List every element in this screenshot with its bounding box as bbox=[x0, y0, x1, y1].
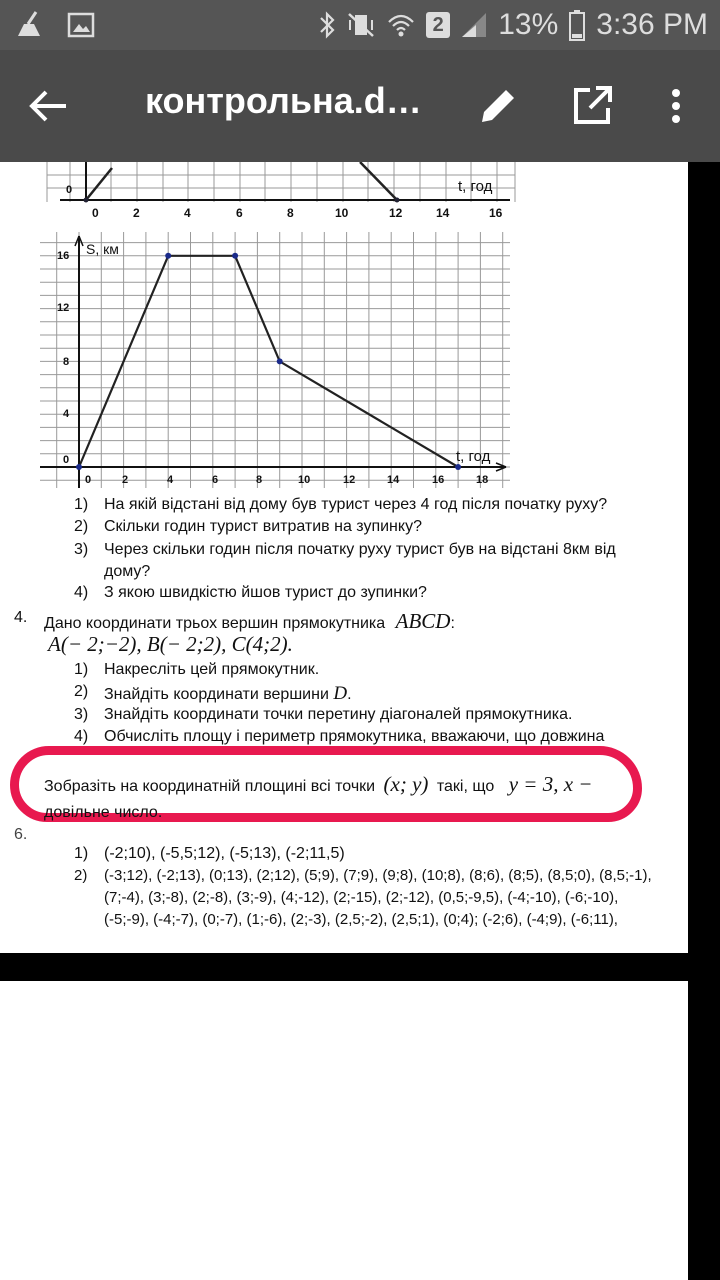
tick-label: 8 bbox=[256, 474, 263, 486]
list-item bbox=[74, 518, 422, 536]
tick-label: 0 bbox=[92, 206, 99, 220]
list-item bbox=[74, 867, 652, 884]
highlight-such: такі, що bbox=[436, 778, 495, 795]
tick-label: 18 bbox=[476, 474, 489, 486]
task4-intro-text: Дано координати трьох вершин прямокутника bbox=[44, 615, 386, 632]
tick-label: 0 bbox=[85, 474, 92, 486]
item-number: 1) bbox=[74, 661, 89, 678]
tick-label: 14 bbox=[436, 206, 450, 220]
tick-label: 4 bbox=[184, 206, 191, 220]
wifi-icon bbox=[386, 10, 416, 40]
list-item-continuation: (-5;-9), (-4;-7), (0;-7), (1;-6), (2;-3), (2,5;-2), (2,5;1), (0;4); (-2;6), (-4;9), (-6;11), bbox=[104, 911, 618, 928]
data-point bbox=[76, 464, 82, 470]
gallery-icon bbox=[66, 10, 96, 40]
tick-label: 16 bbox=[489, 206, 503, 220]
list-item-continuation: (7;-4), (3;-8), (2;-8), (3;-9), (4;-12), (2;-15), (2;-12), (0,5;-9,5), (-4;-10), (-6;-10), bbox=[104, 889, 619, 906]
tick-label: 16 bbox=[432, 474, 445, 486]
data-point bbox=[165, 253, 171, 259]
item-text bbox=[104, 683, 352, 705]
task4-intro bbox=[44, 609, 455, 634]
item-number: 2) bbox=[74, 683, 89, 700]
top-graph bbox=[0, 162, 688, 232]
tick-label: 6 bbox=[236, 206, 243, 220]
list-item bbox=[74, 728, 605, 746]
list-item bbox=[74, 683, 352, 704]
tick-label: 0 bbox=[63, 454, 70, 466]
tick-label: 4 bbox=[63, 408, 70, 420]
open-in-new-icon[interactable] bbox=[570, 84, 614, 128]
clock: 3:36 PM bbox=[596, 8, 708, 41]
tick-label: 4 bbox=[167, 474, 174, 486]
tick-label: 12 bbox=[57, 302, 70, 314]
item-number: 2) bbox=[74, 518, 89, 535]
tick-label: 2 bbox=[122, 474, 129, 486]
item-number: 1) bbox=[74, 845, 89, 862]
item-number: 2) bbox=[74, 867, 88, 884]
task4-colon: : bbox=[450, 615, 455, 632]
highlight-xy: (x; y) bbox=[383, 772, 429, 796]
item-number: 4) bbox=[74, 728, 89, 745]
tick-label: 16 bbox=[57, 250, 70, 262]
task4-shape: ABCD bbox=[395, 609, 451, 633]
main-graph-y-label: S, км bbox=[86, 241, 119, 257]
status-bar bbox=[0, 0, 720, 50]
cleaner-icon bbox=[14, 10, 44, 40]
tick-label: 10 bbox=[335, 206, 349, 220]
tick-label: 12 bbox=[343, 474, 356, 486]
document-page bbox=[0, 162, 688, 953]
list-item bbox=[74, 845, 345, 863]
vertex-d: D bbox=[333, 683, 348, 704]
list-item bbox=[74, 661, 320, 679]
distance-time-graph bbox=[0, 230, 688, 500]
edit-pencil-icon[interactable] bbox=[476, 84, 520, 128]
signal-icon bbox=[460, 11, 488, 39]
data-point bbox=[232, 253, 238, 259]
item-number: 3) bbox=[74, 541, 89, 558]
list-item bbox=[74, 496, 608, 514]
top-graph-y-zero: 0 bbox=[66, 184, 73, 196]
vibrate-mute-icon bbox=[346, 10, 376, 40]
item-text-dot: . bbox=[347, 686, 352, 703]
highlight-condition: y = 3, x − bbox=[508, 772, 593, 796]
item-text: З якою швидкістю йшов турист до зупинки? bbox=[104, 584, 427, 601]
item-text: Накресліть цей прямокутник. bbox=[104, 661, 320, 678]
task4-number: 4. bbox=[14, 609, 28, 626]
item-text: На якій відстані від дому був турист через 4 год після початку руху? bbox=[104, 496, 608, 513]
item-text: (-3;12), (-2;13), (0;13), (2;12), (5;9), (7;9), (9;8), (10;8), (8;6), (8;5), (8,5;0), (8,5;-1), bbox=[104, 867, 652, 884]
item-text: Обчисліть площу і периметр прямокутника, вважаючи, що довжина bbox=[104, 728, 605, 745]
highlight-line2: довільне число. bbox=[44, 804, 163, 821]
list-item-continuation: дому? bbox=[104, 563, 151, 580]
bluetooth-icon bbox=[318, 10, 336, 40]
item-number: 3) bbox=[74, 706, 89, 723]
top-graph-x-label: t, год bbox=[458, 178, 493, 195]
task6-number: 6. bbox=[14, 826, 28, 843]
battery-percent: 13% bbox=[498, 8, 559, 41]
battery-icon bbox=[568, 9, 586, 41]
tick-label: 14 bbox=[387, 474, 400, 486]
tick-label: 2 bbox=[133, 206, 140, 220]
task4-coords: A(− 2;−2), B(− 2;2), C(4;2). bbox=[48, 632, 293, 656]
document-title: контрольна.d… bbox=[145, 80, 422, 121]
next-document-page bbox=[0, 981, 688, 1280]
tick-label: 8 bbox=[287, 206, 294, 220]
item-number: 1) bbox=[74, 496, 89, 513]
tick-label: 10 bbox=[298, 474, 311, 486]
item-text: Скільки годин турист витратив на зупинку? bbox=[104, 518, 422, 535]
item-number: 4) bbox=[74, 584, 89, 601]
highlight-text: Зобразіть на координатній площині всі точки bbox=[44, 778, 376, 795]
tick-label: 8 bbox=[63, 356, 70, 368]
tick-label: 6 bbox=[212, 474, 219, 486]
data-point bbox=[277, 358, 283, 364]
item-text: Знайдіть координати точки перетину діагоналей прямокутника. bbox=[104, 706, 573, 723]
app-bar bbox=[0, 50, 720, 162]
highlight-line1 bbox=[44, 772, 592, 797]
sim-badge: 2 bbox=[426, 12, 450, 38]
list-item bbox=[74, 706, 573, 724]
list-item bbox=[74, 584, 427, 602]
item-text: (-2;10), (-5,5;12), (-5;13), (-2;11,5) bbox=[104, 845, 345, 862]
tick-label: 12 bbox=[389, 206, 403, 220]
main-graph-x-label: t, год bbox=[456, 448, 491, 465]
list-item bbox=[74, 541, 616, 559]
item-text: Через скільки годин після початку руху турист був на відстані 8км від bbox=[104, 541, 616, 558]
more-vert-icon[interactable] bbox=[654, 84, 698, 128]
item-text-main: Знайдіть координати вершини bbox=[104, 686, 329, 703]
back-arrow-icon[interactable] bbox=[26, 84, 70, 128]
